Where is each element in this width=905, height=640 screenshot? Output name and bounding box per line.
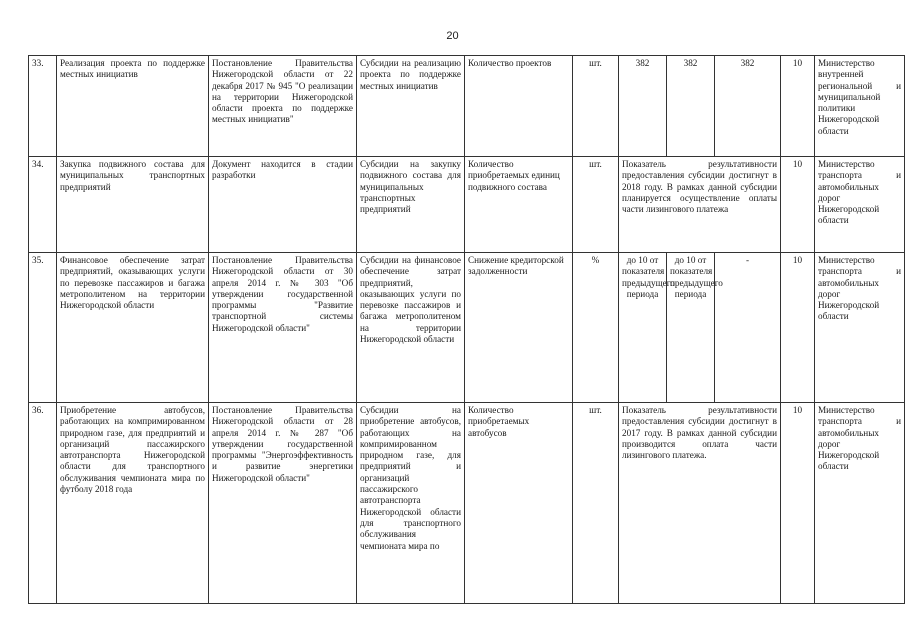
value-year-3: 382 [715, 56, 781, 157]
indicator-name: Количество приобретаемых единиц подвижного состава [465, 157, 573, 253]
subsidy-purpose: Субсидии на финансовое обеспечение затрат предприятий, оказывающих услуги по перевозке пассажиров и багажа метрополитеном на территории Нижегородской области [357, 253, 465, 403]
indicator-name: Количество проектов [465, 56, 573, 157]
legal-basis: Постановление Правительства Нижегородской области от 28 апреля 2014 г. № 287 "Об утверждении государственной программы "Энергоэффективность и развитие энергетики Нижегородской области" [209, 403, 357, 604]
subsidy-purpose: Субсидии на закупку подвижного состава для муниципальных транспортных предприятий [357, 157, 465, 253]
rate: 10 [781, 157, 815, 253]
row-number: 34. [29, 157, 57, 253]
unit: % [573, 253, 619, 403]
responsible-ministry: Министерство внутренней региональной и муниципальной политики Нижегородской области [815, 56, 905, 157]
subsidy-purpose: Субсидии на реализацию проекта по поддержке местных инициатив [357, 56, 465, 157]
table-row [29, 56, 905, 157]
value-year-3: - [715, 253, 781, 403]
row-number: 35. [29, 253, 57, 403]
responsible-ministry: Министерство транспорта и автомобильных дорог Нижегородской области [815, 253, 905, 403]
rate: 10 [781, 56, 815, 157]
value-year-2: до 10 от показателя предыдущего периода [667, 253, 715, 403]
result-note: Показатель результативности предоставления субсидии достигнут в 2018 году. В рамках данной субсидии планируется осуществление оплаты части лизингового платежа [619, 157, 781, 253]
row-number: 33. [29, 56, 57, 157]
indicator-name: Снижение кредиторской задолженности [465, 253, 573, 403]
legal-basis: Постановление Правительства Нижегородской области от 30 апреля 2014 г. № 303 "Об утверждении государственной программы "Развитие транспортной системы Нижегородской области" [209, 253, 357, 403]
result-note: Показатель результативности предоставления субсидии достигнут в 2017 году. В рамках данной субсидии производится оплата части лизингового платежа. [619, 403, 781, 604]
table-row [29, 403, 905, 604]
measure-name: Финансовое обеспечение затрат предприятий, оказывающих услуги по перевозке пассажиров и багажа метрополитеном на территории Нижегородской области [57, 253, 209, 403]
page-number: 20 [446, 30, 459, 42]
indicator-name: Количество приобретаемых автобусов [465, 403, 573, 604]
measure-name: Приобретение автобусов, работающих на компримированном природном газе, для предприятий и организаций пассажирского автотранспорта Нижегородской области для транспортного обслуживания чемпионата мира по футболу 2018 года [57, 403, 209, 604]
subsidy-purpose: Субсидии на приобретение автобусов, работающих на компримированном природном газе, для предприятий и организаций пассажирского автотранспорта Нижегородской области для транспортного обслуживания чемпионата мира по [357, 403, 465, 604]
measure-name: Реализация проекта по поддержке местных инициатив [57, 56, 209, 157]
value-year-1: до 10 от показателя предыдущего периода [619, 253, 667, 403]
unit: шт. [573, 56, 619, 157]
value-year-2: 382 [667, 56, 715, 157]
legal-basis: Постановление Правительства Нижегородской области от 22 декабря 2017 № 945 "О реализации на территории Нижегородской области проекта по поддержке местных инициатив" [209, 56, 357, 157]
responsible-ministry: Министерство транспорта и автомобильных дорог Нижегородской области [815, 157, 905, 253]
responsible-ministry: Министерство транспорта и автомобильных дорог Нижегородской области [815, 403, 905, 604]
table-row [29, 157, 905, 253]
rate: 10 [781, 253, 815, 403]
row-number: 36. [29, 403, 57, 604]
unit: шт. [573, 403, 619, 604]
subsidy-table [28, 55, 905, 604]
table-row [29, 253, 905, 403]
value-year-1: 382 [619, 56, 667, 157]
measure-name: Закупка подвижного состава для муниципальных транспортных предприятий [57, 157, 209, 253]
unit: шт. [573, 157, 619, 253]
legal-basis: Документ находится в стадии разработки [209, 157, 357, 253]
rate: 10 [781, 403, 815, 604]
